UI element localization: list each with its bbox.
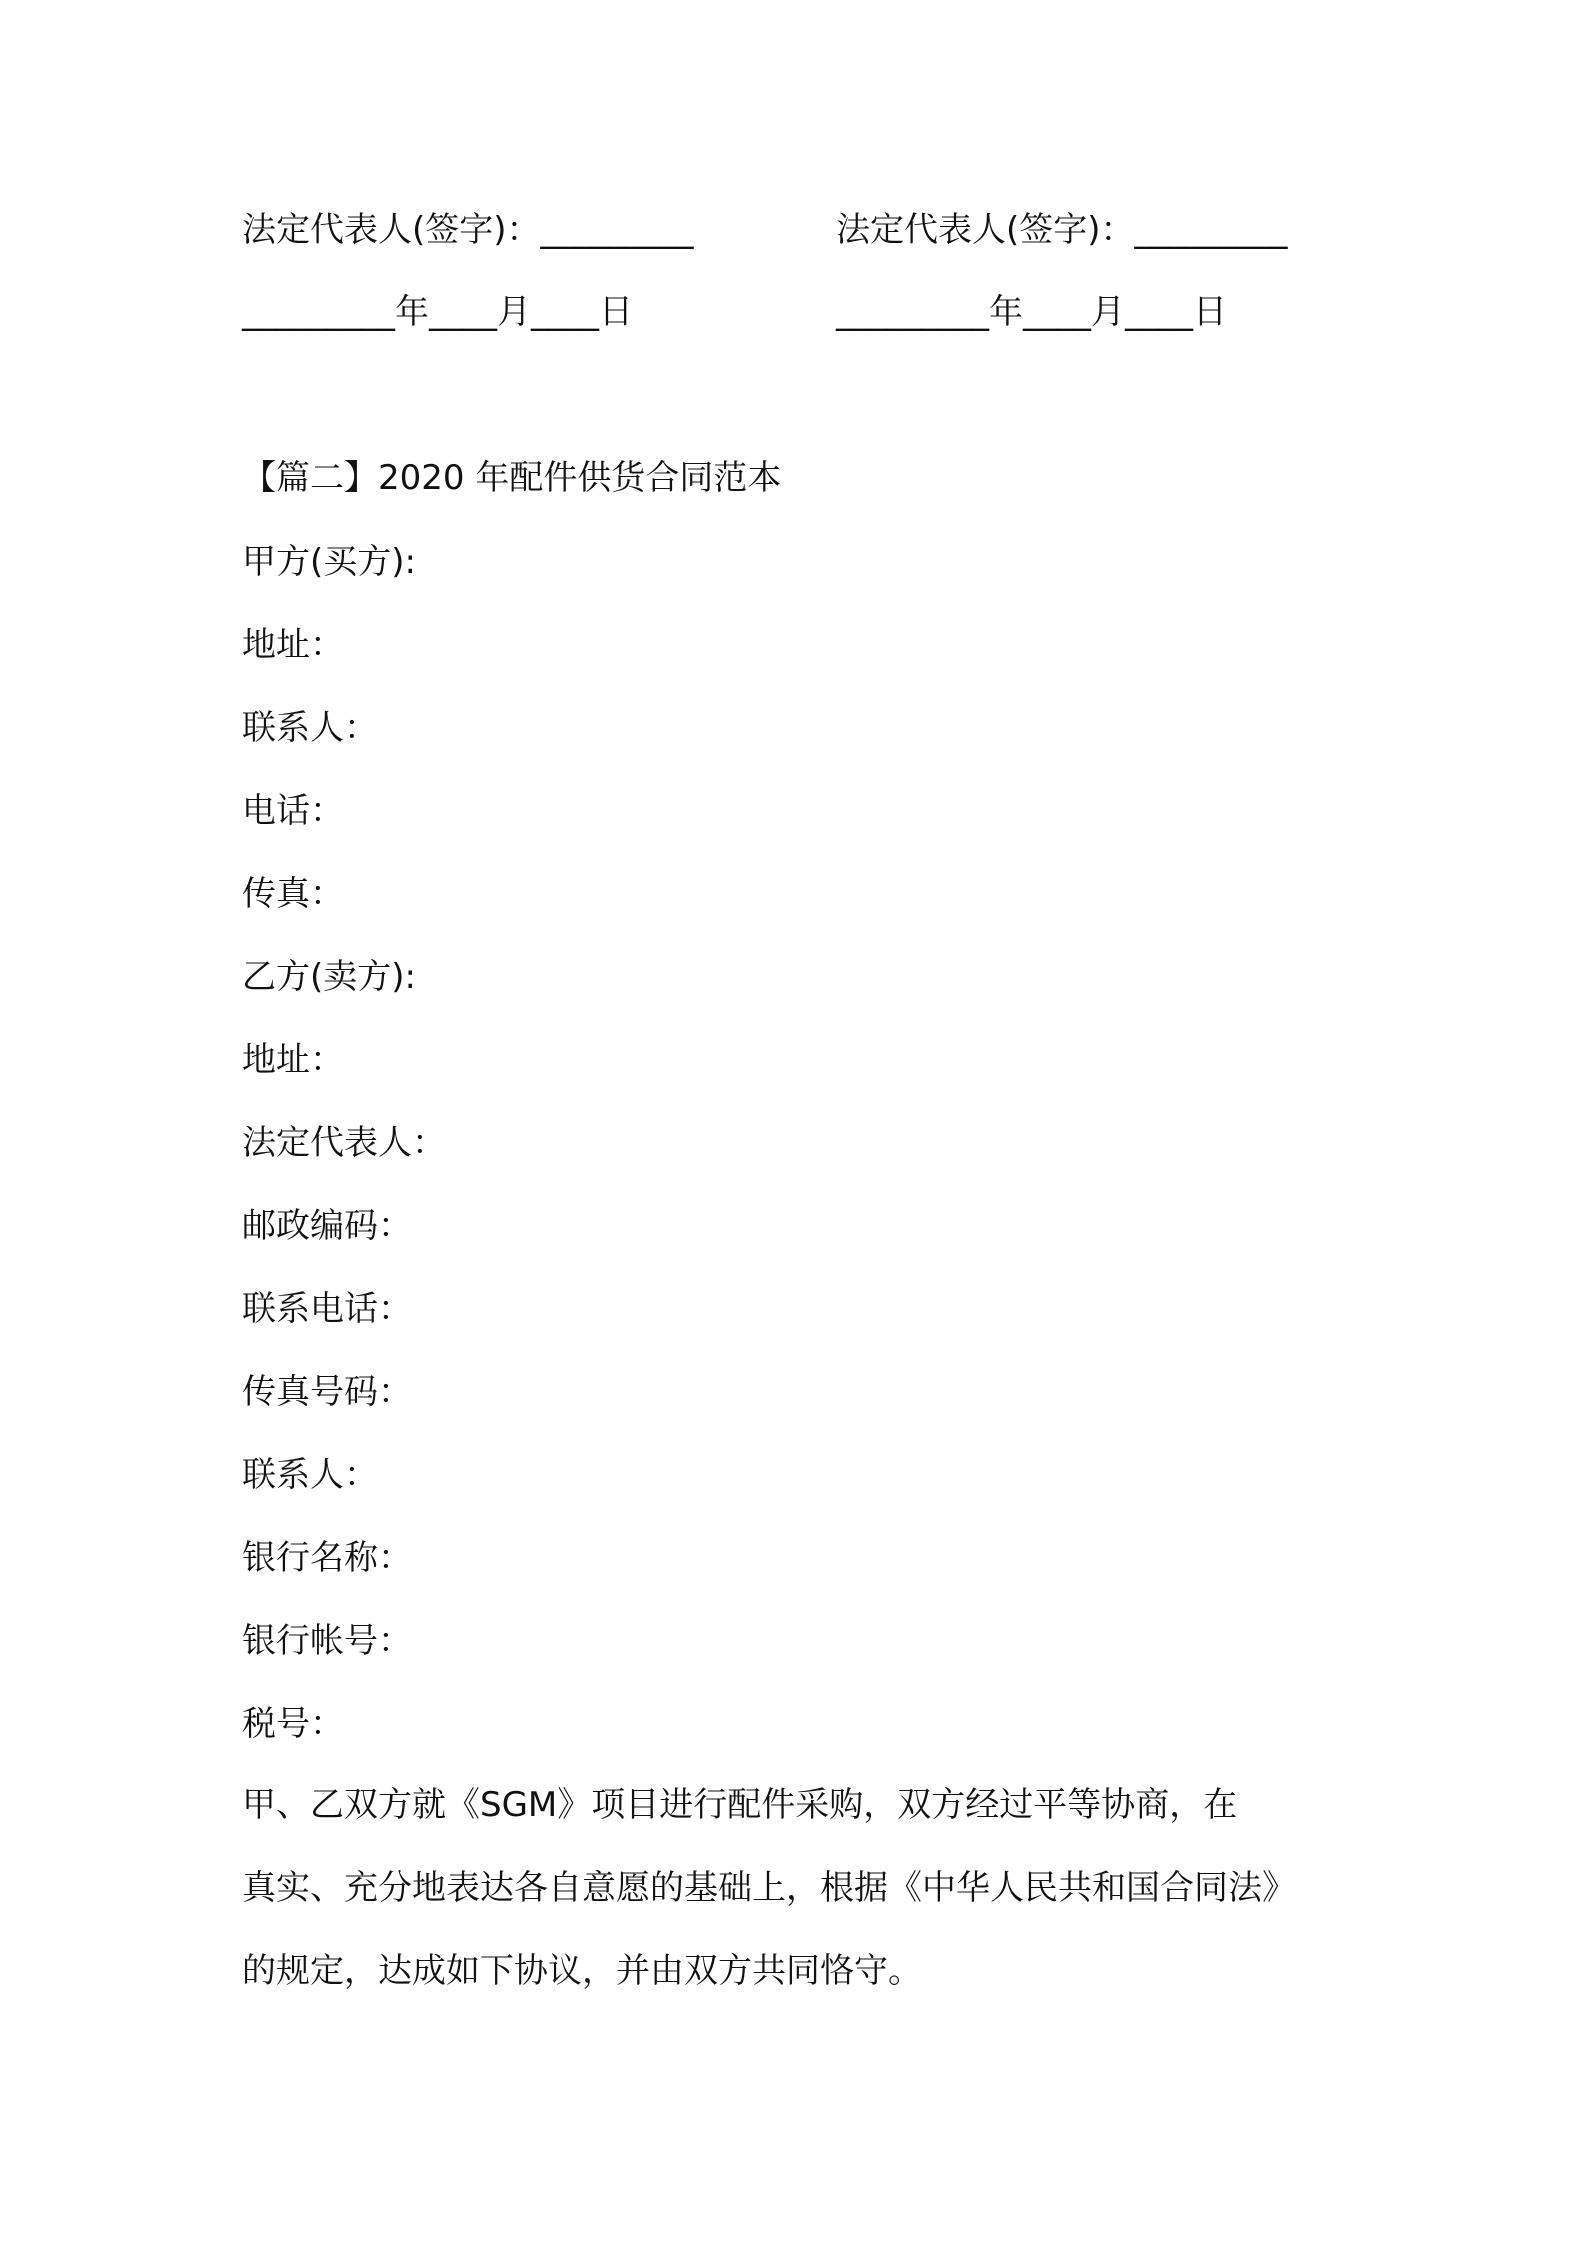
party-b-postcode-label: 邮政编码： [242,1206,412,1246]
party-a-signature-line: 法定代表人(签字)：_________ [242,210,694,250]
party-b-fax-number-label: 传真号码： [242,1372,412,1412]
party-a-address-label: 地址： [242,625,344,665]
intro-line: 甲、乙双方就《SGM》项目进行配件采购，双方经过平等协商，在 [242,1785,1238,1825]
section-heading: 【篇二】2020 年配件供货合同范本 [242,458,782,498]
party-b-tax-id-label: 税号： [242,1704,344,1744]
party-b-title: 乙方(卖方): [242,957,416,997]
party-b-bank-account-label: 银行帐号： [242,1621,412,1661]
party-b-signature-line: 法定代表人(签字)：_________ [836,210,1288,250]
party-a-fax-label: 传真： [242,874,344,914]
party-b-date-line: _________年____月____日 [836,292,1227,332]
party-a-date-line: _________年____月____日 [242,292,633,332]
intro-paragraph [242,1764,1362,2013]
party-a-phone-label: 电话： [242,791,344,831]
party-a-contact-label: 联系人： [242,708,378,748]
party-b-address-label: 地址： [242,1040,344,1080]
intro-line: 的规定，达成如下协议，并由双方共同恪守。 [242,1951,922,1991]
intro-line: 真实、充分地表达各自意愿的基础上，根据《中华人民共和国合同法》 [242,1868,1296,1908]
party-b-bank-name-label: 银行名称： [242,1538,412,1578]
party-b-legal-rep-label: 法定代表人： [242,1123,446,1163]
party-b-contact-phone-label: 联系电话： [242,1289,412,1329]
party-a-title: 甲方(买方): [242,542,416,582]
party-b-contact-label: 联系人： [242,1455,378,1495]
